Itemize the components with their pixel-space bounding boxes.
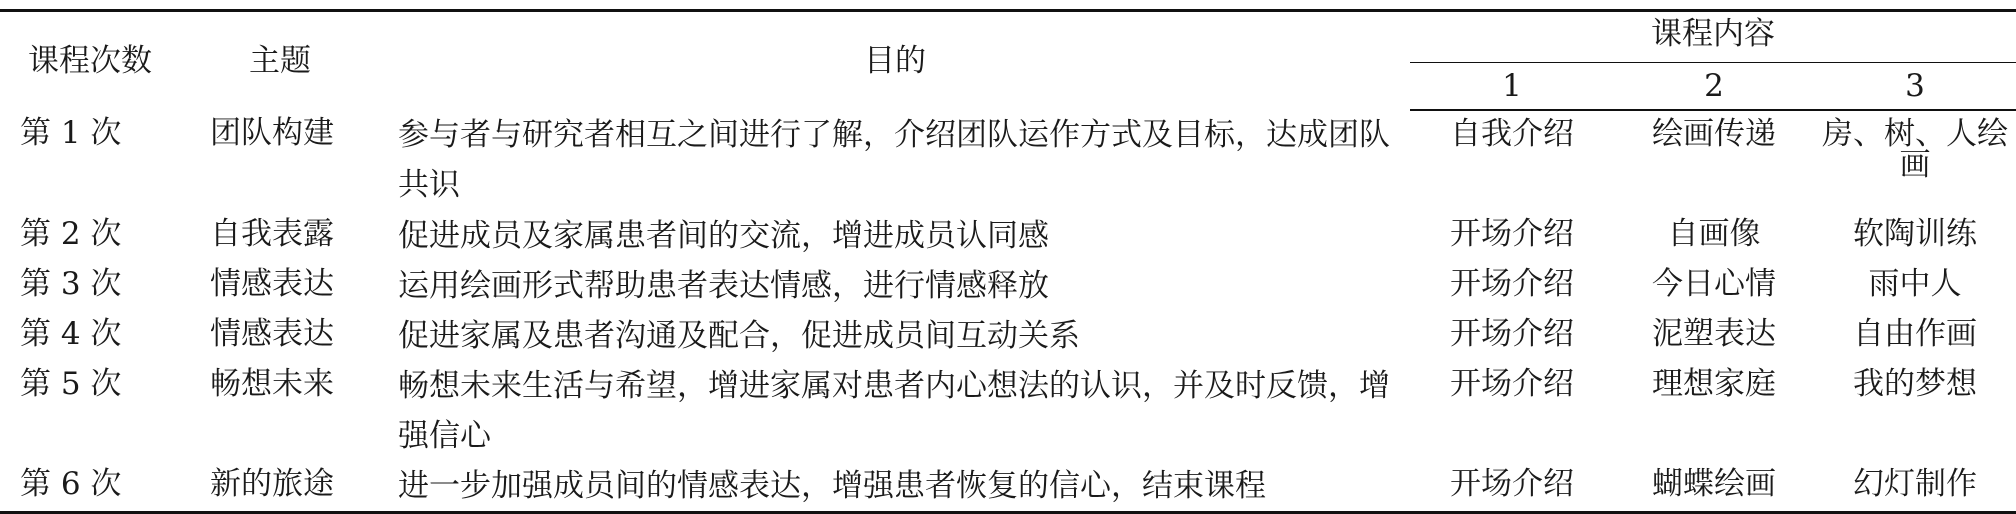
table-row (0, 211, 2016, 261)
content-3-cell (1814, 361, 2016, 461)
content-2-text: 理想家庭 (1652, 366, 1776, 402)
purpose-text: 畅想未来生活与希望，增进家属对患者内心想法的认识，并及时反馈，增强信心 (398, 368, 1390, 454)
content-1-cell (1410, 110, 1614, 211)
session-cell (0, 261, 180, 311)
purpose-text: 促进成员及家属患者间的交流，增进成员认同感 (398, 218, 1049, 254)
content-2-cell (1614, 361, 1814, 461)
content-2-cell (1614, 211, 1814, 261)
topic-text: 团队构建 (210, 115, 334, 151)
session-cell (0, 311, 180, 361)
content-3-text: 我的梦想 (1853, 366, 1977, 402)
purpose-cell (380, 461, 1410, 513)
topic-cell (180, 110, 380, 211)
course-schedule-table (0, 9, 2016, 514)
content-3-cell (1814, 461, 2016, 513)
session-cell (0, 461, 180, 513)
content-2-text: 泥塑表达 (1652, 316, 1776, 352)
session-text: 第 2 次 (20, 216, 122, 252)
header-topic: 主题 (180, 11, 380, 111)
table-row (0, 361, 2016, 461)
topic-cell (180, 311, 380, 361)
topic-cell (180, 461, 380, 513)
session-text: 第 1 次 (20, 115, 122, 151)
session-text: 第 6 次 (20, 466, 122, 502)
content-1-cell (1410, 311, 1614, 361)
content-1-cell (1410, 361, 1614, 461)
content-2-cell (1614, 461, 1814, 513)
purpose-text: 参与者与研究者相互之间进行了解，介绍团队运作方式及目标，达成团队共识 (398, 117, 1390, 203)
content-3-cell (1814, 261, 2016, 311)
session-cell (0, 361, 180, 461)
content-2-cell (1614, 311, 1814, 361)
table-body (0, 110, 2016, 513)
session-text: 第 5 次 (20, 366, 122, 402)
session-cell (0, 110, 180, 211)
session-text: 第 3 次 (20, 266, 122, 302)
topic-cell (180, 211, 380, 261)
content-3-cell (1814, 211, 2016, 261)
content-1-text: 自我介绍 (1450, 116, 1574, 152)
header-course-content: 课程内容 (1410, 11, 2016, 63)
content-1-text: 开场介绍 (1450, 466, 1574, 502)
content-3-cell (1814, 110, 2016, 211)
content-3-text: 自由作画 (1853, 316, 1977, 352)
topic-text: 畅想未来 (210, 366, 334, 402)
topic-text: 新的旅途 (210, 466, 334, 502)
content-1-text: 开场介绍 (1450, 216, 1574, 252)
topic-text: 情感表达 (210, 316, 334, 352)
table-row (0, 461, 2016, 513)
content-2-text: 绘画传递 (1652, 116, 1776, 152)
session-cell (0, 211, 180, 261)
header-content-3: 3 (1814, 63, 2016, 111)
table-row (0, 110, 2016, 211)
purpose-text: 促进家属及患者沟通及配合，促进成员间互动关系 (398, 318, 1080, 354)
topic-text: 自我表露 (210, 216, 334, 252)
content-2-text: 今日心情 (1652, 266, 1776, 302)
content-1-text: 开场介绍 (1450, 366, 1574, 402)
header-session: 课程次数 (0, 11, 180, 111)
content-3-text: 房、树、人绘画 (1822, 116, 2008, 183)
table-row (0, 311, 2016, 361)
header-purpose: 目的 (380, 11, 1410, 111)
table-row (0, 261, 2016, 311)
purpose-cell (380, 311, 1410, 361)
content-3-text: 幻灯制作 (1853, 466, 1977, 502)
topic-text: 情感表达 (210, 266, 334, 302)
content-1-cell (1410, 261, 1614, 311)
table-header (0, 11, 2016, 111)
content-2-cell (1614, 261, 1814, 311)
session-text: 第 4 次 (20, 316, 122, 352)
purpose-cell (380, 211, 1410, 261)
topic-cell (180, 261, 380, 311)
purpose-text: 运用绘画形式帮助患者表达情感，进行情感释放 (398, 268, 1049, 304)
purpose-cell (380, 261, 1410, 311)
purpose-cell (380, 361, 1410, 461)
content-3-cell (1814, 311, 2016, 361)
header-content-2: 2 (1614, 63, 1814, 111)
content-1-text: 开场介绍 (1450, 266, 1574, 302)
content-2-text: 蝴蝶绘画 (1652, 466, 1776, 502)
content-3-text: 软陶训练 (1853, 216, 1977, 252)
content-3-text: 雨中人 (1868, 266, 1962, 302)
content-1-cell (1410, 211, 1614, 261)
content-1-cell (1410, 461, 1614, 513)
topic-cell (180, 361, 380, 461)
purpose-cell (380, 110, 1410, 211)
content-1-text: 开场介绍 (1450, 316, 1574, 352)
content-2-cell (1614, 110, 1814, 211)
purpose-text: 进一步加强成员间的情感表达，增强患者恢复的信心，结束课程 (398, 468, 1266, 504)
header-content-1: 1 (1410, 63, 1614, 111)
content-2-text: 自画像 (1667, 216, 1761, 252)
